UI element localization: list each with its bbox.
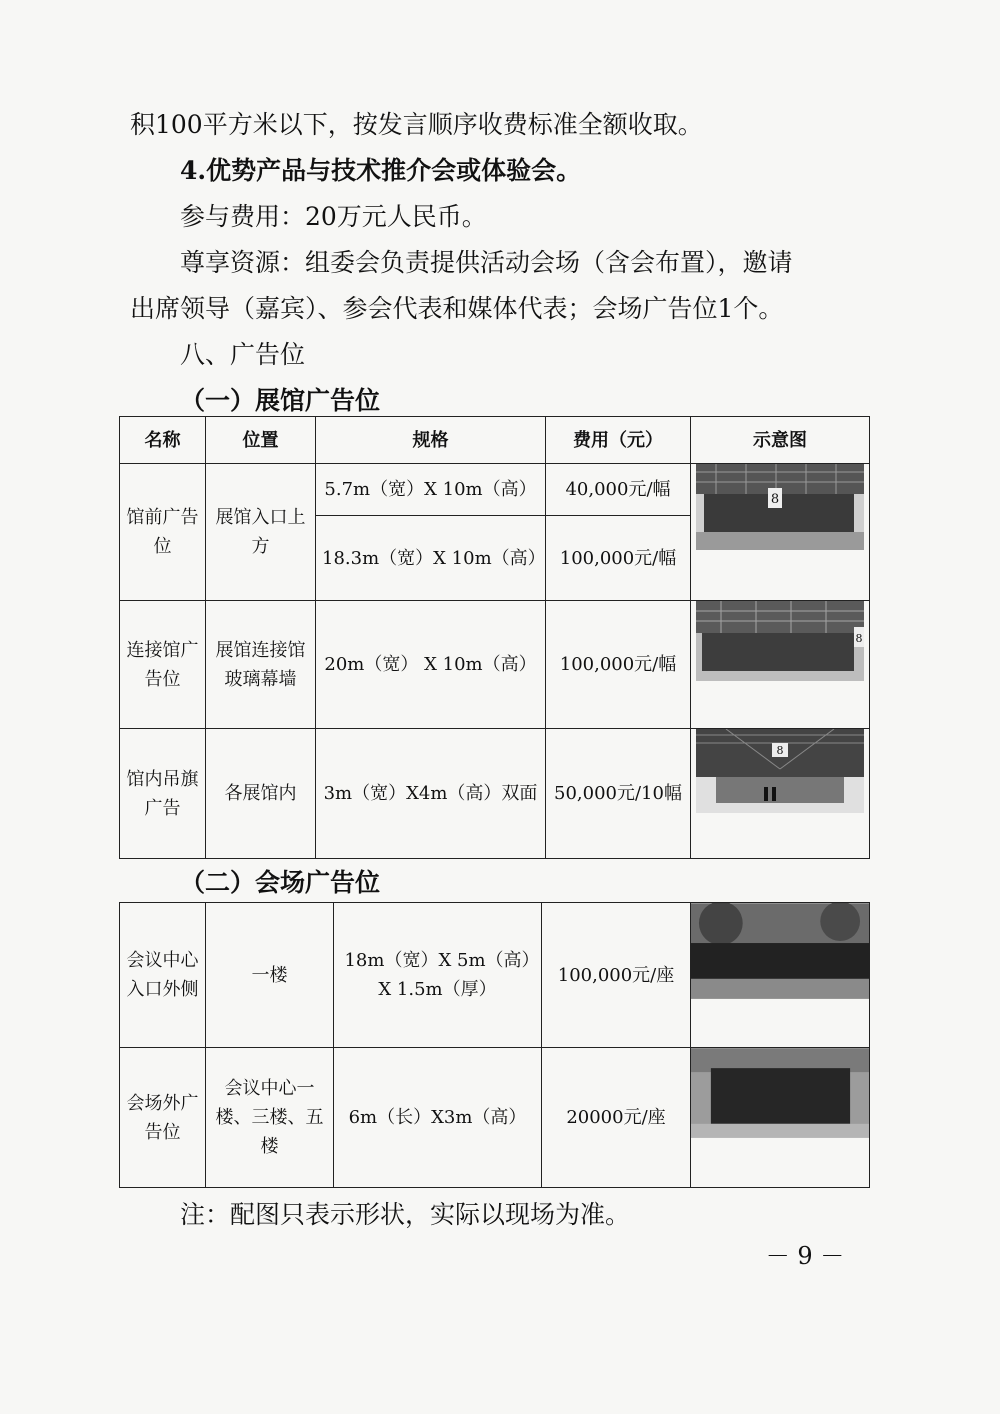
row-name: 连接馆广告位 [120,601,206,729]
row-name: 会场外广告位 [120,1048,206,1188]
illustration-cell [691,729,870,859]
table-row [120,1048,870,1188]
row-fee: 40,000元/幅 [546,464,691,516]
row-name: 馆前广告位 [120,464,206,601]
col-header-illustration: 示意图 [691,417,870,464]
illustration-cell [691,903,870,1048]
conference-entrance-photo [691,903,869,999]
illustration-cell [691,1048,870,1188]
hall-interior-banner-photo [691,729,869,813]
row-spec: 18m（宽）X 5m（高）X 1.5m（厚） [334,903,542,1048]
row-spec: 3m（宽）X4m（高）双面 [316,729,546,859]
row-spec: 18.3m（宽）X 10m（高） [316,516,546,601]
row-spec: 5.7m（宽）X 10m（高） [316,464,546,516]
subheading-venue-ads: （二）会场广告位 [180,868,381,897]
venue-ads-table [119,902,870,1188]
hall-ads-table [119,416,870,859]
row-fee: 100,000元/幅 [546,601,691,729]
row-fee: 100,000元/座 [542,903,691,1048]
hall-number-label: 8 [855,632,863,645]
table-row [120,601,870,729]
table-row [120,729,870,859]
paragraph-resources-line2: 出席领导（嘉宾）、参会代表和媒体代表；会场广告位1个。 [130,294,784,323]
col-header-spec: 规格 [316,417,546,464]
paragraph-fee-note: 积100平方米以下，按发言顺序收费标准全额收取。 [130,110,703,139]
row-fee: 20000元/座 [542,1048,691,1188]
row-fee: 100,000元/幅 [546,516,691,601]
table-header-row [120,417,870,464]
row-position: 各展馆内 [206,729,316,859]
connector-hall-photo [691,601,869,681]
row-position: 一楼 [206,903,334,1048]
page-number: － 9 － [765,1242,845,1270]
footnote: 注：配图只表示形状，实际以现场为准。 [180,1200,631,1229]
row-position: 展馆连接馆玻璃幕墙 [206,601,316,729]
col-header-fee: 费用（元） [546,417,691,464]
row-spec: 20m（宽） X 10m（高） [316,601,546,729]
illustration-cell [691,601,870,729]
row-position: 会议中心一楼、三楼、五楼 [206,1048,334,1188]
row-position: 展馆入口上方 [206,464,316,601]
row-fee: 50,000元/10幅 [546,729,691,859]
col-header-name: 名称 [120,417,206,464]
hall-entrance-photo [691,464,869,550]
illustration-cell [691,464,870,601]
table-row [120,464,870,516]
row-spec: 6m（长）X3m（高） [334,1048,542,1188]
row-name: 馆内吊旗广告 [120,729,206,859]
col-header-position: 位置 [206,417,316,464]
hall-number-label: 8 [770,492,780,507]
table-row [120,903,870,1048]
section-heading-ad-positions: 八、广告位 [180,340,306,369]
hall-number-label: 8 [776,744,784,757]
paragraph-participation-fee: 参与费用：20万元人民币。 [180,202,487,231]
heading-product-promotion: 4.优势产品与技术推介会或体验会。 [180,156,582,185]
subheading-hall-ads: （一）展馆广告位 [180,386,381,415]
row-name: 会议中心入口外侧 [120,903,206,1048]
paragraph-resources-line1: 尊享资源：组委会负责提供活动会场（含会布置），邀请 [180,248,793,277]
venue-outdoor-sign-photo [691,1048,869,1138]
